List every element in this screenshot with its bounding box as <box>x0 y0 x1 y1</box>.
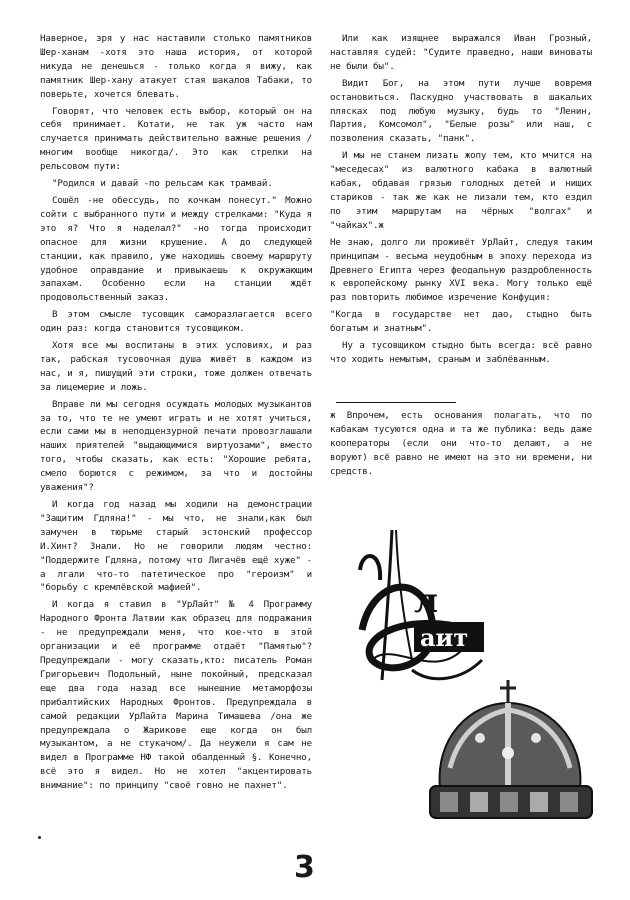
left-text-column <box>40 32 312 796</box>
left-paragraph: Сошёл -не обессудь, по кочкам понесут." Можно сойти с выбранного пути и между стрелками: "Куда я это я? Что я наделал?" -но тогда происходит опасное для жизни крушение. А до следующей станции, как правило, уже находишь своему маршруту удобное оправдание и привыкаешь к окружающим запахам. Особенно если на станции ждёт продовольственный заказ. <box>40 194 312 304</box>
left-paragraph: Говорят, что человек есть выбор, который он на себя принимает. Котати, не так уж часто нам случается принимать действительно важные решения /многим вообще никогда/. Это как стрелки на рельсовом пути: <box>40 105 312 173</box>
right-paragraph: Не знаю, долго ли проживёт УрЛайт, следуя таким принципам - весьма неудобным в эпоху перехода из Древнего Египта через феодальную раздробленность к европейскому рынку XVI века. Могу только ещё раз повторить любимое изречение Конфуция: <box>330 236 592 304</box>
page-number: 3 <box>294 850 315 885</box>
print-speck <box>38 836 41 839</box>
right-paragraph: Или как изящнее выражался Иван Грозный, наставляя судей: "Судите праведно, наши виноваты не были бы". <box>330 33 592 72</box>
footnote-block <box>330 402 592 479</box>
svg-text:аит: аит <box>420 623 469 652</box>
left-paragraph: И когда год назад мы ходили на демонстрации "Защитим Гдляна!" - мы что, не знали,как был замучен в тюрьме старый эстонский профессор И.Хинт? Знали. Но не говорили людям честно: "Поддержите Гдляна, потому что Лигачёв ещё хуже" - а лгали что-то патетическое про "героизм" и "борьбу с кремлёвской мафией". <box>40 499 312 594</box>
right-text-column <box>330 32 592 370</box>
footnote-text: ж Впрочем, есть основания полагать, что по кабакам тусуются одна и та же публика: ведь даже кооператоры (если они что-то делают, а не воруют) всё равно не имеют на это ни времени, ни средств. <box>330 410 592 477</box>
left-paragraph: Вправе ли мы сегодня осуждать молодых музыкантов за то, что те не умеют играть и не хотят учиться, если сами мы в неподцензурной печати провозглашали наших приятелей "выдающимися виртуозами", вместо того, чтобы сказать, как есть: "Хорошие ребята, смело борются с режимом, за что и достойны уважения"? <box>40 398 312 494</box>
right-paragraph: "Когда в государстве нет дао, стыдно быть богатым и знатным". <box>330 309 592 335</box>
right-paragraph: И мы не станем лизать жопу тем, кто мчится на "меседесах" из валютного кабака в валютный кабак, обдавая грязью голодных детей и нищих стариков - так же как не лизали тем, кто ездил по этим маршрутам на чёрных "волгах" и "чайках".ж <box>330 150 592 231</box>
svg-text:л: л <box>414 581 438 621</box>
right-paragraph: Ну а тусовщиком стыдно быть всегда: всё равно что ходить немытым, сраным и заблёванным. <box>330 340 592 365</box>
crown-illustration <box>420 678 602 828</box>
left-paragraph: Хотя все мы воспитаны в этих условиях, и раз так, рабская тусовочная душа живёт в каждом из нас, и я, пишущий эти строки, тоже должен отвечать за лицемерие и ложь. <box>40 340 312 393</box>
left-paragraph: Наверное, зря у нас наставили столько памятников Шер-ханам -хотя это наша история, от которой никуда не денешься - только когда я вижу, как памятник Шер-хану атакует стая шакалов Табаки, то поверьте, хочется блевать. <box>40 33 312 100</box>
left-paragraph: В этом смысле тусовщик саморазлагается всего один раз: когда становится тусовщиком. <box>40 309 312 335</box>
footnote-divider <box>336 402 456 403</box>
urlight-logo <box>352 510 500 686</box>
left-paragraph: "Родился и давай -по рельсам как трамвай. <box>52 178 273 190</box>
right-paragraph: Видит Бог, на этом пути лучше вовремя остановиться. Паскудно участвовать в шакальих плясках под любую музыку, будь то "Ленин, Партия, Комсомол", "Белые розы" или наш, с позволения сказать, "панк". <box>330 77 592 145</box>
left-paragraph: И когда я ставил в "УрЛайт" № 4 Программу Народного Фронта Латвии как образец для подражания - не предупреждали меня, что кое-что в этой организации и её программе отдаёт "Памятью"? Предупреждали - могу сказать,кто: писатель Роман Григорьевич Подольный, ныне покойный, предсказал еще два года назад все нынешние метаморфозы прибалтийских Народных Фронтов. Предупреждала в самой редакции УрЛайта Марина Тимашева /она же предупреждала о Жарикове еще когда он был музыкантом, а не стукачом/. Да неужели я сам не видел в Программе НФ такой обалденный §. Конечно, всё это я видел. Но не хотел "акцентировать внимание": по принципу "своё говно не пахнет". <box>40 599 312 792</box>
